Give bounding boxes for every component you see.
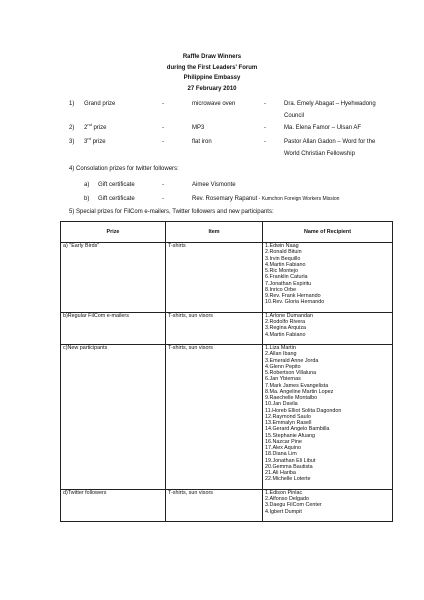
table-row <box>61 312 393 344</box>
table-row <box>61 345 393 490</box>
dash: - <box>162 125 164 131</box>
recipient-name: 2.Ronald Bituin <box>265 249 302 256</box>
consolation-heading: 4) Consolation prizes for twitter followers: <box>69 166 179 172</box>
prize-number: 2) <box>69 125 75 131</box>
recipient-name: 12.Raymond Saulo <box>265 413 311 420</box>
column-header-recipient: Name of Recipient <box>263 222 393 243</box>
dash: - <box>162 101 164 107</box>
recipient-name: 18.Diana Lim <box>265 451 297 458</box>
dash: - <box>162 139 164 145</box>
item-winner: Aimee Vismonte <box>192 182 236 188</box>
recipient-name: 3.Regina Arquiza <box>265 325 307 332</box>
prize-label: 3rd prize <box>84 136 106 145</box>
prize-item: microwave oven <box>192 101 236 107</box>
recipient-name: 1.Liza Martin <box>265 345 296 351</box>
dash: - <box>264 125 266 131</box>
recipient-name: 8.Ma. Angeline Martin Lopez <box>265 388 334 395</box>
recipient-list <box>265 313 390 344</box>
recipient-name: 2.Rodolfo Rivera <box>265 319 306 325</box>
recipient-name: 4.Glenn Pepito <box>265 363 301 370</box>
prize-winner-cont: Council <box>284 113 305 119</box>
recipient-name: 15.Stephanie Afuang <box>265 432 316 439</box>
item-letter: b) <box>84 196 90 202</box>
recipient-cell <box>263 243 393 313</box>
spacer <box>265 515 390 521</box>
item-letter: a) <box>84 182 90 188</box>
recipient-list <box>265 243 390 312</box>
dash: - <box>162 196 164 202</box>
recipient-name: 3.Daegu FilCom Center <box>265 502 322 509</box>
recipient-name: 3.Irvin Bequillo <box>265 255 301 262</box>
recipient-name: 7.Jonathan Espiritu <box>265 280 312 287</box>
recipient-cell <box>263 312 393 344</box>
prize-cell: d)Twitter followers <box>61 489 166 521</box>
prize-cell: a) "Early Birds" <box>61 243 166 313</box>
dash: - <box>264 101 266 107</box>
recipient-name: 1.Edison Pinlac <box>265 489 303 496</box>
item-winner: Rev. Rosemary Rapanut - Kumchon Foreign Workers Mission <box>192 196 340 202</box>
recipient-cell <box>263 489 393 521</box>
recipient-name: 16.Nazcar Pine <box>265 438 302 445</box>
spacer <box>265 306 390 312</box>
item-label: Gift certificate <box>98 182 135 188</box>
column-header-item: Item <box>166 222 263 243</box>
prize-cell: c)New participants <box>61 345 166 490</box>
recipient-cell <box>263 345 393 490</box>
dash: - <box>264 139 266 145</box>
item-label: Gift certificate <box>98 196 135 202</box>
column-header-prize: Prize <box>61 222 166 243</box>
table-row <box>61 243 393 313</box>
prize-winner-cont: World Christian Fellowship <box>284 151 355 157</box>
recipient-name: 2.Allan Ibang <box>265 351 297 358</box>
prize-number: 1) <box>69 101 75 107</box>
recipient-name: 2.Alfonso Delgado <box>265 496 310 502</box>
item-cell: T-shirts <box>166 243 263 313</box>
spacer <box>265 483 390 489</box>
prize-winner: Pastor Allan Gadon – Word for the <box>284 139 376 145</box>
table-row <box>61 489 393 521</box>
item-cell: T-shirts, sun visors <box>166 345 263 490</box>
prize-label: Grand prize <box>84 101 116 107</box>
prize-winner: Ma. Elena Famor – Ulsan AF <box>284 125 362 131</box>
recipient-name: 10.Rev. Gloria Hernando <box>265 299 325 306</box>
recipient-name: 19.Jonathan Eli Libut <box>265 457 316 464</box>
item-cell: T-shirts, sun visors <box>166 312 263 344</box>
table-header-row <box>61 222 393 243</box>
recipient-name: 21.Ali Hariba <box>265 470 296 476</box>
recipient-name: 4.Martin Fabiano <box>265 261 306 268</box>
prize-item: MP3 <box>192 125 205 131</box>
special-prizes-table <box>60 221 393 522</box>
spacer <box>265 338 390 344</box>
recipient-name: 10.Jan Davila <box>265 401 298 408</box>
recipient-name: 9.Rev. Frank Hernando <box>265 293 321 299</box>
recipient-name: 7.Mark James Evangelista <box>265 382 329 389</box>
recipient-name: 14.Gerard Angelo Bambilla <box>265 426 330 433</box>
prize-winner: Dra. Emely Abagat – Hyehwadong <box>284 101 376 107</box>
item-cell: T-shirts, sun visors <box>166 489 263 521</box>
recipient-name: 1.Edwin Naag <box>265 243 299 249</box>
recipient-name: 4.Igbert Dumpit <box>265 508 302 515</box>
recipient-name: 4.Martin Fabiano <box>265 331 306 338</box>
doc-date: 27 February 2010 <box>187 86 237 92</box>
recipient-name: 20.Gemma Bautista <box>265 463 313 470</box>
prize-number: 3) <box>69 139 75 145</box>
recipient-name: 5.Robertson Villaluna <box>265 370 317 376</box>
recipient-name: 13.Emmalyn Rasell <box>265 420 312 426</box>
prize-label: 2nd prize <box>84 122 107 131</box>
recipient-name: 6.Jan Ybiernas <box>265 376 301 383</box>
prize-item: flat iron <box>192 139 212 145</box>
doc-subtitle: during the First Leaders' Forum <box>166 65 258 71</box>
prize-cell: b)Regular FilCom e-mailers <box>61 312 166 344</box>
recipient-name: 8.Inrico Orbe <box>265 286 297 293</box>
recipient-name: 17.Alex Aquino <box>265 445 301 451</box>
doc-title: Raffle Draw Winners <box>182 54 242 60</box>
recipient-name: 11.Horeb Elliot Solita Dagondon <box>265 407 342 414</box>
recipient-name: 22.Michelle Loterte <box>265 476 311 483</box>
recipient-list <box>265 490 390 521</box>
recipient-name: 6.Franklin Caturla <box>265 274 308 281</box>
recipient-name: 9.Raechelle Montalbo <box>265 395 318 401</box>
doc-venue: Philippine Embassy <box>183 75 241 81</box>
recipient-name: 3.Emerald Anne Jorda <box>265 357 319 364</box>
recipient-name: 5.Ric Montejo <box>265 268 298 274</box>
recipient-list <box>265 345 390 489</box>
recipient-name: 1.Arlone Dumandan <box>265 312 313 319</box>
special-heading: 5) Special prizes for FilCom e-mailers, Twitter followers and new participants: <box>69 209 274 215</box>
dash: - <box>162 182 164 188</box>
